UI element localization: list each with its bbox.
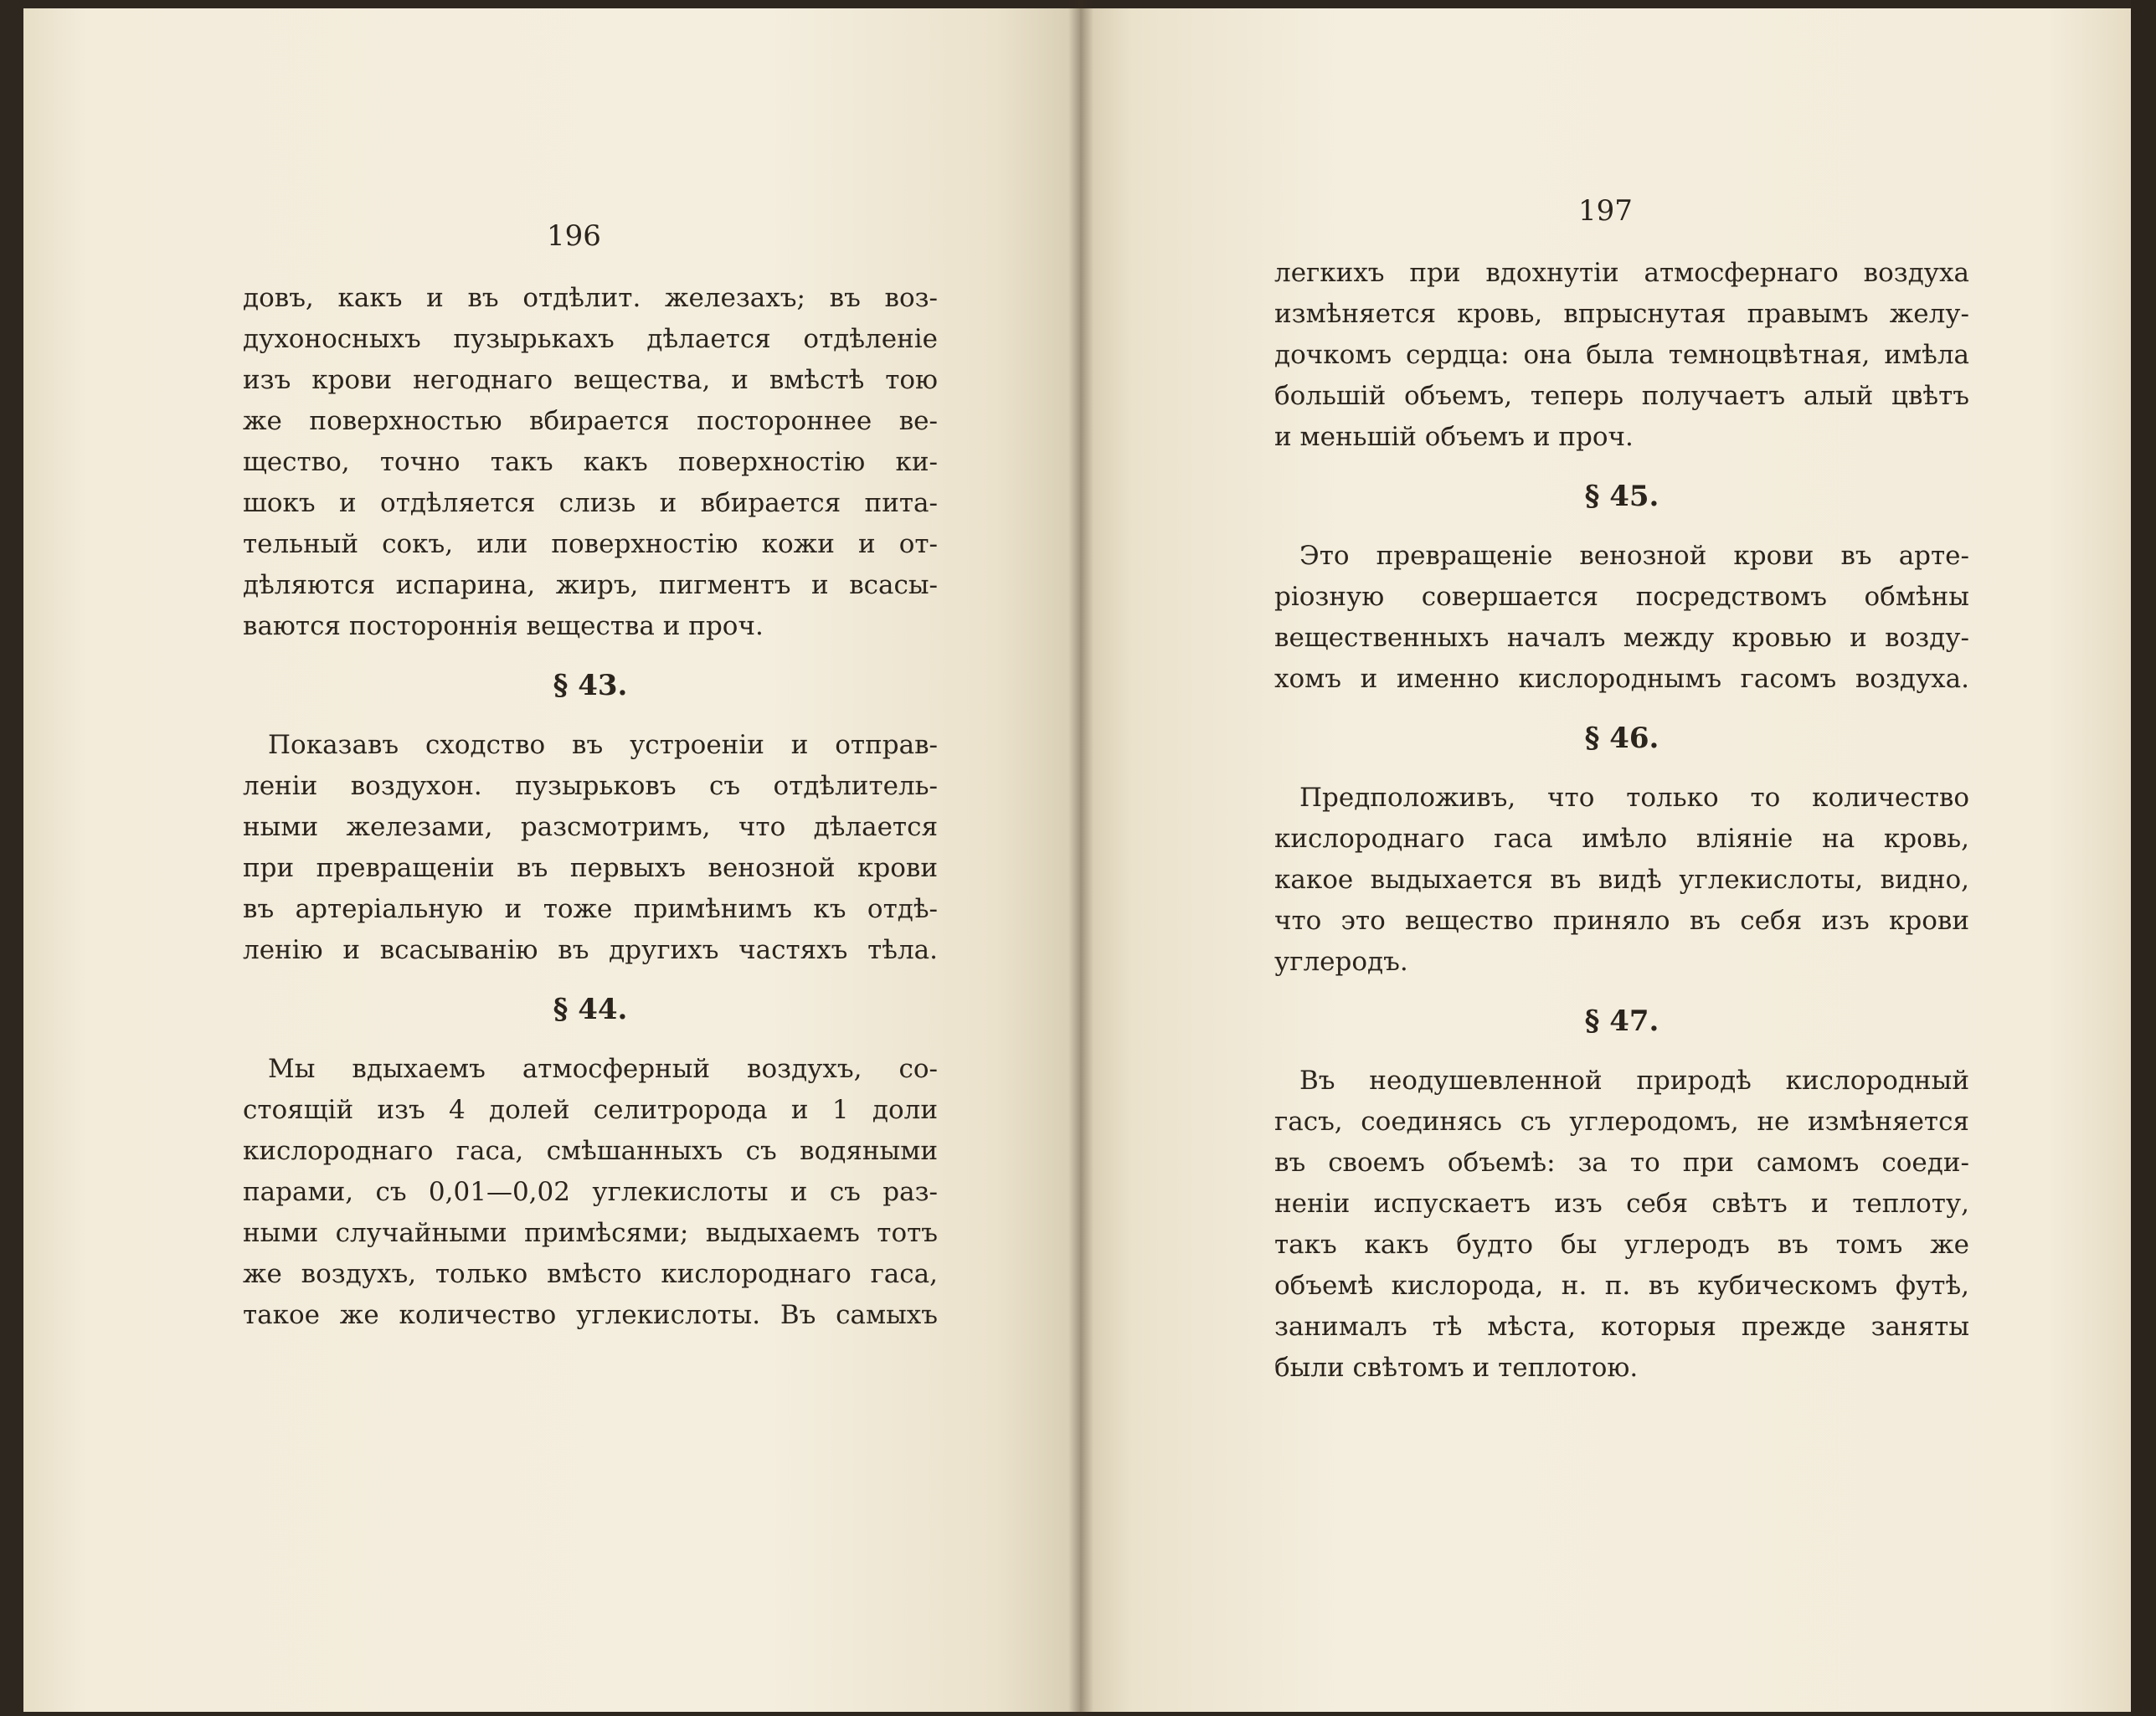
text-line: какое выдыхается въ видѣ углекислоты, видно, (1274, 865, 1969, 895)
text-line: занималъ тѣ мѣста, которыя прежде заняты (1274, 1312, 1969, 1342)
text-line: духоносныхъ пузырькахъ дѣлается отдѣленіе (243, 324, 938, 354)
text-line: измѣняется кровь, впрыснутая правымъ желу- (1274, 299, 1969, 329)
paragraph (243, 725, 938, 971)
section-heading: § 46. (1584, 722, 1659, 755)
text-line: неніи испускаетъ изъ себя свѣтъ и теплоту, (1274, 1189, 1969, 1219)
left-page (23, 8, 1080, 1712)
text-line: кислороднаго гаса имѣло вліяніе на кровь, (1274, 824, 1969, 854)
text-line: ными случайными примѣсями; выдыхаемъ тотъ (243, 1218, 938, 1248)
text-line: Это превращеніе венозной крови въ арте- (1299, 541, 1969, 571)
text-line: большій объемъ, теперь получаетъ алый цвѣтъ (1274, 381, 1969, 411)
text-line: же поверхностью вбирается постороннее ве- (243, 406, 938, 436)
text-line: хомъ и именно кислороднымъ гасомъ воздуха. (1274, 664, 1969, 694)
text-line: ленію и всасыванію въ другихъ частяхъ тѣла. (243, 935, 938, 965)
section-heading: § 44. (553, 993, 628, 1026)
text-line: леніи воздухон. пузырьковъ съ отдѣлитель- (243, 771, 938, 801)
text-line: дочкомъ сердца: она была темноцвѣтная, имѣла (1274, 340, 1969, 370)
paragraph (1274, 1061, 1969, 1389)
section-heading: § 45. (1584, 480, 1659, 513)
text-line: ными железами, разсмотримъ, что дѣлается (243, 812, 938, 842)
text-line: ваются постороннія вещества и проч. (243, 611, 764, 641)
text-line: что это вещество приняло въ себя изъ крови (1274, 906, 1969, 936)
text-line: тельный сокъ, или поверхностію кожи и от- (243, 529, 938, 559)
page-number: 196 (547, 219, 601, 253)
text-line: при превращеніи въ первыхъ венозной крови (243, 853, 938, 883)
section-heading: § 47. (1584, 1004, 1659, 1038)
text-line: парами, съ 0,01—0,02 углекислоты и съ раз- (243, 1177, 938, 1207)
paragraph (243, 1049, 938, 1336)
scan-edge (2131, 0, 2156, 1716)
text-line: въ артеріальную и тоже примѣнимъ къ отдѣ- (243, 894, 938, 924)
text-line: вещественныхъ началъ между кровью и возду- (1274, 623, 1969, 653)
text-line: Мы вдыхаемъ атмосферный воздухъ, со- (268, 1054, 938, 1084)
text-line: стоящій изъ 4 долей селитророда и 1 доли (243, 1095, 938, 1125)
text-line: и меньшій объемъ и проч. (1274, 422, 1634, 452)
text-line: объемѣ кислорода, н. п. въ кубическомъ футѣ, (1274, 1271, 1969, 1301)
text-line: Въ неодушевленной природѣ кислородный (1299, 1066, 1969, 1096)
page-number: 197 (1578, 194, 1633, 228)
text-line: были свѣтомъ и теплотою. (1274, 1353, 1639, 1383)
paragraph (243, 278, 938, 647)
right-page (1080, 8, 2131, 1712)
paragraph (1274, 536, 1969, 700)
text-line: шокъ и отдѣляется слизь и вбирается пита- (243, 488, 938, 518)
text-line: изъ крови негоднаго вещества, и вмѣстѣ тою (243, 365, 938, 395)
paragraph (1274, 253, 1969, 458)
section-heading: § 43. (553, 669, 628, 702)
text-line: же воздухъ, только вмѣсто кислороднаго гаса, (243, 1259, 938, 1289)
text-line: въ своемъ объемѣ: за то при самомъ соеди- (1274, 1148, 1969, 1178)
text-line: кислороднаго гаса, смѣшанныхъ съ водяными (243, 1136, 938, 1166)
text-line: щество, точно такъ какъ поверхностію ки- (243, 447, 938, 477)
text-line: легкихъ при вдохнутіи атмосфернаго воздуха (1274, 258, 1969, 288)
text-line: Предположивъ, что только то количество (1299, 783, 1969, 813)
text-line: довъ, какъ и въ отдѣлит. железахъ; въ воз- (243, 283, 938, 313)
text-line: гасъ, соединясь съ углеродомъ, не измѣняется (1274, 1107, 1969, 1137)
text-line: ріозную совершается посредствомъ обмѣны (1274, 582, 1969, 612)
text-line: углеродъ. (1274, 947, 1408, 977)
text-line: такъ какъ будто бы углеродъ въ томъ же (1274, 1230, 1969, 1260)
text-line: Показавъ сходство въ устроеніи и отправ- (268, 730, 938, 760)
book-gutter (1068, 0, 1093, 1716)
text-line: такое же количество углекислоты. Въ самыхъ (243, 1300, 938, 1330)
paragraph (1274, 778, 1969, 983)
page-text (243, 278, 938, 1336)
text-line: дѣляются испарина, жиръ, пигментъ и всасы- (243, 570, 938, 600)
page-text (1274, 253, 1969, 1389)
